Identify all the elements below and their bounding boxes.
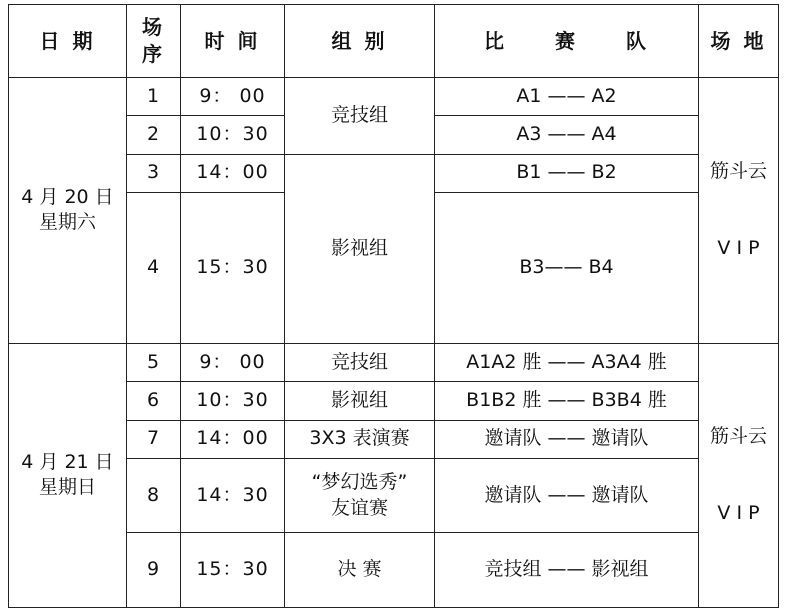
header-teams-label: 比 赛 队 — [484, 28, 649, 53]
group-cell: 竞技组 — [285, 343, 435, 381]
group-line2: 友谊赛 — [330, 496, 388, 519]
group-line1: “梦幻选秀” — [311, 470, 408, 493]
time-cell: 15：30 — [181, 533, 285, 608]
order-cell: 9 — [127, 533, 181, 608]
date-cell — [9, 78, 127, 344]
order-cell: 4 — [127, 192, 181, 343]
venue-line1: 筋斗云 — [709, 424, 767, 447]
date-line1: 4 月 20 日 — [21, 185, 114, 208]
table-row — [9, 78, 779, 116]
teams-cell: A3 —— A4 — [435, 116, 699, 154]
header-order-line1: 场 — [142, 15, 165, 39]
venue-cell — [699, 78, 779, 344]
order-cell: 5 — [127, 343, 181, 381]
table-row — [9, 343, 779, 381]
header-row — [9, 5, 779, 78]
group-cell: 影视组 — [285, 382, 435, 420]
teams-cell: 竞技组 —— 影视组 — [435, 533, 699, 608]
order-cell: 1 — [127, 78, 181, 116]
time-cell: 10：30 — [181, 116, 285, 154]
order-cell: 7 — [127, 420, 181, 458]
time-cell: 14：00 — [181, 420, 285, 458]
group-cell: 影视组 — [285, 154, 435, 343]
date-cell — [9, 343, 127, 607]
group-cell: 决 赛 — [285, 533, 435, 608]
schedule-table — [8, 4, 779, 608]
header-time: 时 间 — [181, 5, 285, 78]
header-teams — [435, 5, 699, 78]
teams-cell: A1A2 胜 —— A3A4 胜 — [435, 343, 699, 381]
date-line2: 星期六 — [38, 211, 96, 234]
group-cell: 竞技组 — [285, 78, 435, 155]
header-group: 组 别 — [285, 5, 435, 78]
order-cell: 6 — [127, 382, 181, 420]
group-cell — [285, 458, 435, 533]
group-cell: 3X3 表演赛 — [285, 420, 435, 458]
venue-line2: V I P — [717, 502, 760, 525]
teams-cell: 邀请队 —— 邀请队 — [435, 458, 699, 533]
order-cell: 8 — [127, 458, 181, 533]
time-cell: 9： 00 — [181, 78, 285, 116]
date-line2: 星期日 — [38, 476, 96, 499]
venue-cell — [699, 343, 779, 607]
header-order-line2: 序 — [142, 42, 165, 66]
order-cell: 3 — [127, 154, 181, 192]
teams-cell: B1B2 胜 —— B3B4 胜 — [435, 382, 699, 420]
venue-line2: V I P — [717, 237, 760, 260]
teams-cell: A1 —— A2 — [435, 78, 699, 116]
header-date: 日 期 — [9, 5, 127, 78]
time-cell: 15：30 — [181, 192, 285, 343]
header-venue: 场 地 — [699, 5, 779, 78]
teams-cell: 邀请队 —— 邀请队 — [435, 420, 699, 458]
teams-cell: B1 —— B2 — [435, 154, 699, 192]
time-cell: 9： 00 — [181, 343, 285, 381]
teams-cell: B3—— B4 — [435, 192, 699, 343]
time-cell: 14：00 — [181, 154, 285, 192]
time-cell: 14：30 — [181, 458, 285, 533]
order-cell: 2 — [127, 116, 181, 154]
date-line1: 4 月 21 日 — [21, 450, 114, 473]
venue-line1: 筋斗云 — [709, 159, 767, 182]
header-order — [127, 5, 181, 78]
time-cell: 10：30 — [181, 382, 285, 420]
